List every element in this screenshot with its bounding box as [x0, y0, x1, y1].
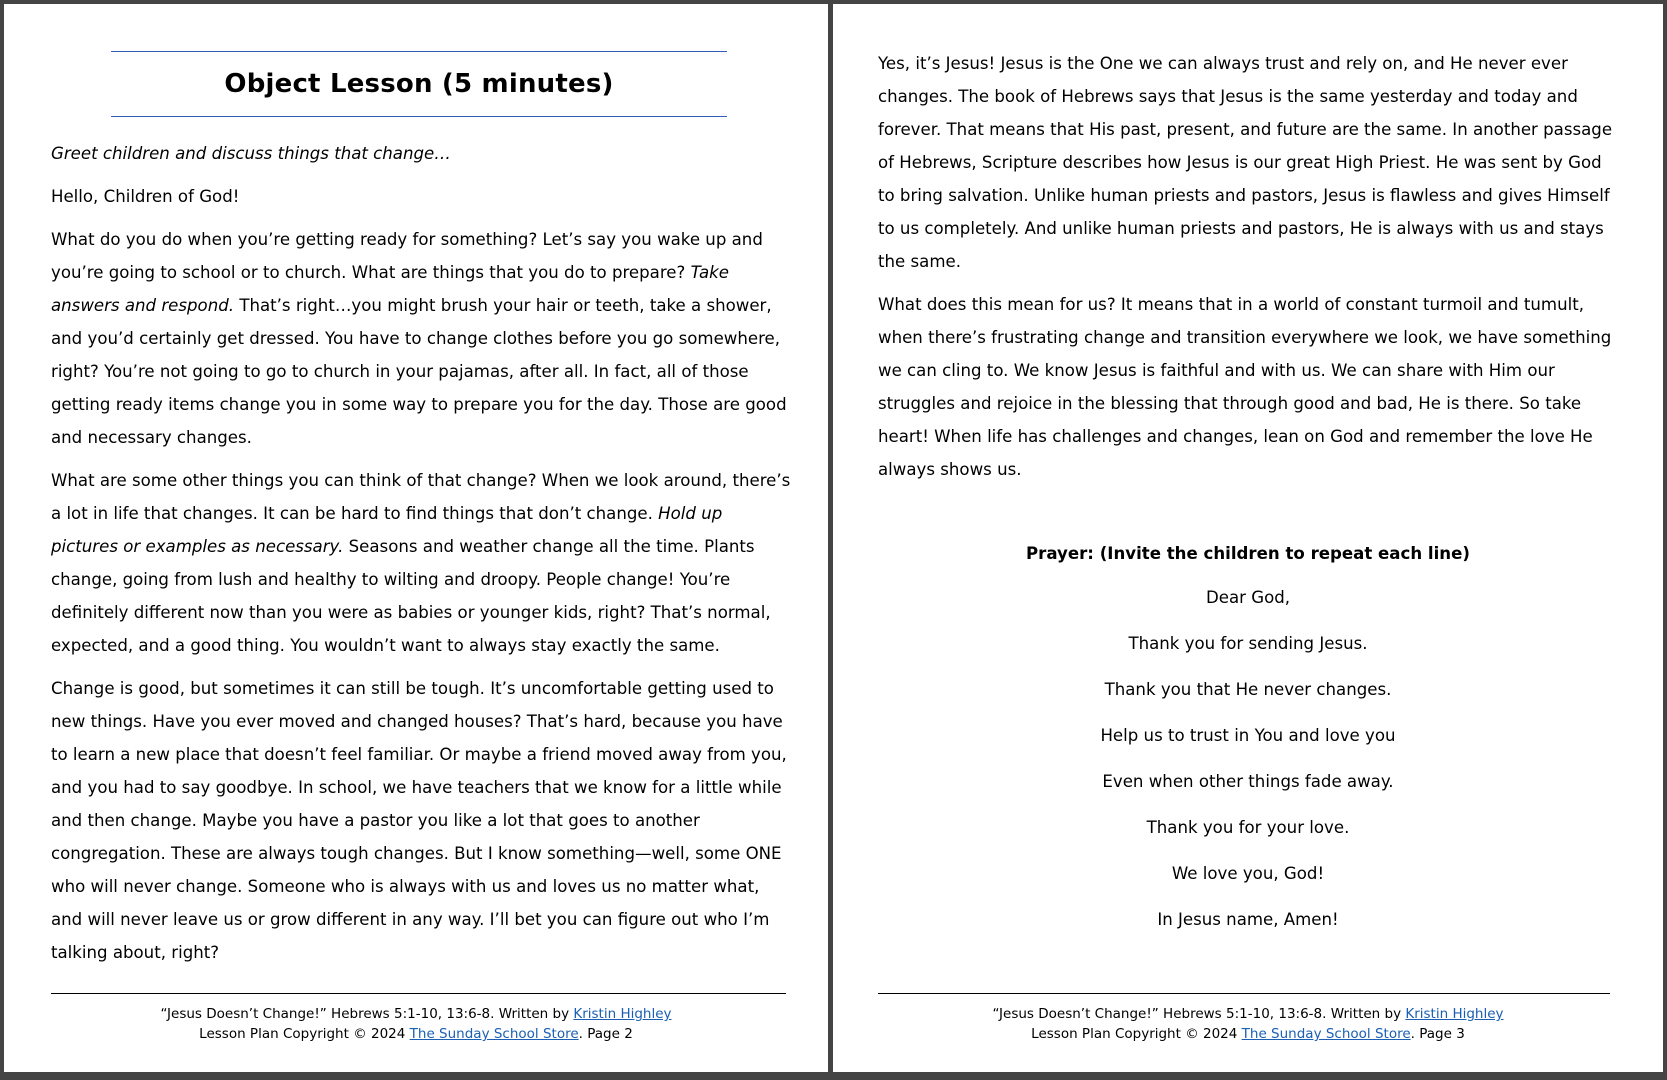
store-link[interactable]: The Sunday School Store: [409, 1026, 579, 1042]
paragraph-5: What does this mean for us? It means that in a world of constant turmoil and tumult, when there’s frustrating change and transition everywhere we look, we have something we can cling to. We know Jesus is faithful and with us. We can share with Him our struggles and rejoice in the blessing that through good and bad, He is there. So take heart! When life has challenges and changes, lean on God and remember the love He always shows us.: [878, 295, 1612, 479]
prayer-heading: Prayer: (Invite the children to repeat each line): [1026, 544, 1470, 563]
intro-instruction: Greet children and discuss things that change…: [51, 144, 451, 163]
page-footer: [4, 1004, 828, 1044]
footer-divider: [878, 993, 1610, 994]
author-link[interactable]: Kristin Highley: [573, 1006, 672, 1022]
prayer-line: Help us to trust in You and love you: [1100, 726, 1396, 745]
paragraph-4: Yes, it’s Jesus! Jesus is the One we can always trust and rely on, and He never ever changes. The book of Hebrews says that Jesus is the same yesterday and today and forever. That means that His past, present, and future are the same. In another passage of Hebrews, Scripture describes how Jesus is our great High Priest. He was sent by God to bring salvation. Unlike human priests and pastors, Jesus is flawless and gives Himself to us completely. And unlike human priests and pastors, He is always with us and stays the same.: [878, 54, 1613, 271]
footer-line-1: “Jesus Doesn’t Change!” Hebrews 5:1-10, 13:6-8. Written by Kristin Highley: [160, 1006, 672, 1022]
paragraph-3: Change is good, but sometimes it can still be tough. It’s uncomfortable getting used to new things. Have you ever moved and changed houses? That’s hard, because you have to learn a new place that doesn’t feel familiar. Or maybe a friend moved away from you, and you had to say goodbye. In school, we have teachers that we know for a little while and then change. Maybe you have a pastor you like a lot that goes to another congregation. These are always tough changes. But I know something—well, some ONE who will never change. Someone who is always with us and loves us no matter what, and will never leave us or grow different in any way. I’ll bet you can figure out who I’m talking about, right?: [51, 679, 787, 962]
footer-line-1: “Jesus Doesn’t Change!” Hebrews 5:1-10, 13:6-8. Written by Kristin Highley: [992, 1006, 1504, 1022]
prayer-line: Dear God,: [1205, 588, 1291, 607]
prayer-line: Even when other things fade away.: [1102, 772, 1394, 791]
section-title-block: [111, 51, 727, 117]
lesson-body-right: [878, 47, 1618, 496]
page-number: . Page 2: [578, 1026, 633, 1042]
prayer-line: Thank you for your love.: [1146, 818, 1350, 837]
document-page-2: [4, 4, 828, 1072]
prayer-line: Thank you for sending Jesus.: [1128, 634, 1368, 653]
author-link[interactable]: Kristin Highley: [1405, 1006, 1504, 1022]
footer-line-2: Lesson Plan Copyright © 2024 The Sunday School Store. Page 2: [199, 1026, 633, 1042]
page-footer: [833, 1004, 1663, 1044]
prayer-line: We love you, God!: [1171, 864, 1325, 883]
page-number: . Page 3: [1410, 1026, 1465, 1042]
paragraph-2: What are some other things you can think of that change? When we look around, there’s a lot in life that changes. It can be hard to find things that don’t change. Hold up pictures or examples as necessary. Seasons and weather change all the time. Plants change, going from lush and healthy to wilting and droopy. People change! You’re definitely different now than you were as babies or younger kids, right? That’s normal, expected, and a good thing. You wouldn’t want to always stay exactly the same.: [51, 471, 791, 655]
greeting: Hello, Children of God!: [51, 187, 240, 206]
prayer-line: In Jesus name, Amen!: [1157, 910, 1339, 929]
footer-divider: [51, 993, 786, 994]
section-title: Object Lesson (5 minutes): [224, 69, 614, 99]
prayer-line: Thank you that He never changes.: [1104, 680, 1392, 699]
prayer-section: [833, 542, 1663, 954]
lesson-body-left: [51, 137, 791, 979]
store-link[interactable]: The Sunday School Store: [1241, 1026, 1411, 1042]
paragraph-1: What do you do when you’re getting ready for something? Let’s say you wake up and you’re going to school or to church. What are things that you do to prepare? Take answers and respond. That’s right…you might brush your hair or teeth, take a shower, and you’d certainly get dressed. You have to change clothes before you go somewhere, right? You’re not going to go to church in your pajamas, after all. In fact, all of those getting ready items change you in some way to prepare you for the day. Those are good and necessary changes.: [51, 230, 787, 447]
footer-line-2: Lesson Plan Copyright © 2024 The Sunday School Store. Page 3: [1031, 1026, 1465, 1042]
document-page-3: [833, 4, 1663, 1072]
